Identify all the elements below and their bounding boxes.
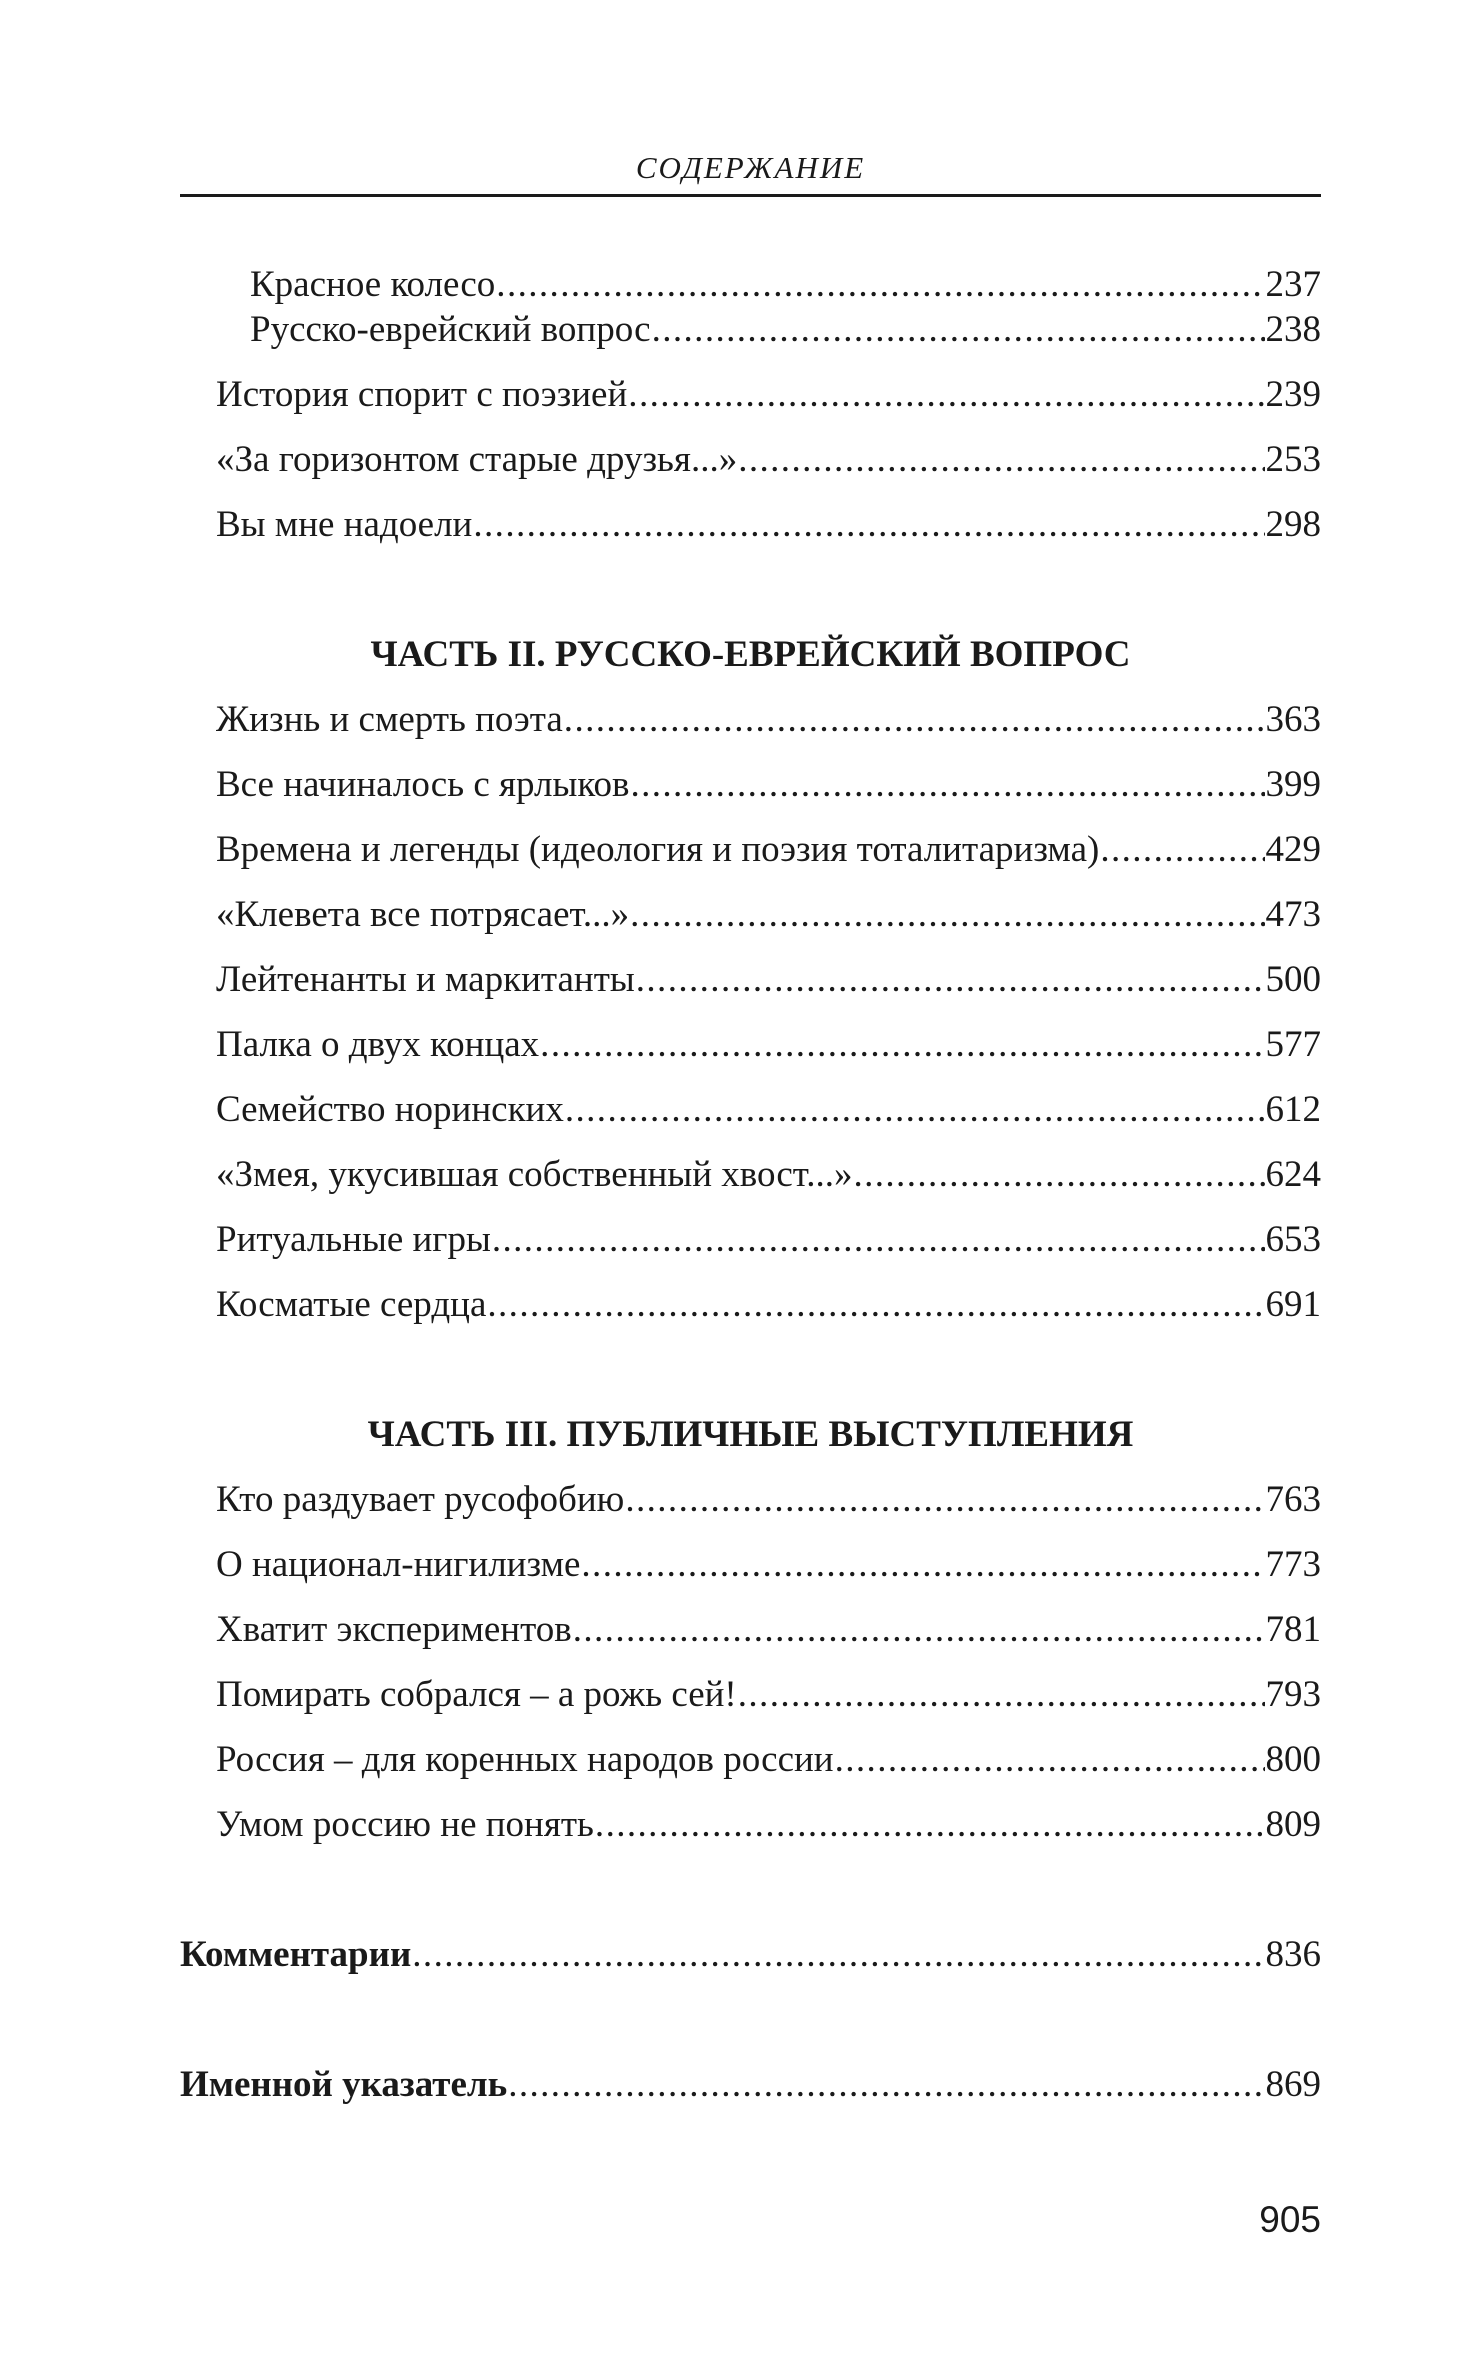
toc-entry-page: 869 xyxy=(1265,2064,1321,2105)
dot-leader xyxy=(835,1738,1265,1782)
dot-leader xyxy=(412,1933,1264,1977)
toc-entry-page: 691 xyxy=(1265,1284,1321,1325)
toc-entry-title: Ритуальные игры xyxy=(216,1219,491,1260)
toc-entry xyxy=(216,438,1321,482)
dot-leader xyxy=(492,1218,1265,1262)
dot-leader xyxy=(853,1153,1264,1197)
toc-entry xyxy=(216,1218,1321,1262)
toc-entry-page: 363 xyxy=(1265,699,1321,740)
toc-entry-title: Комментарии xyxy=(180,1934,412,1975)
toc-entry-page: 793 xyxy=(1265,1674,1321,1715)
part-3-heading: ЧАСТЬ III. ПУБЛИЧНЫЕ ВЫСТУПЛЕНИЯ xyxy=(367,1414,1134,1455)
toc-entry-title: Кто раздувает русофобию xyxy=(216,1479,625,1520)
toc-entry-title: Хватит экспериментов xyxy=(216,1609,572,1650)
toc-entry xyxy=(216,1283,1321,1327)
toc-entry-title: Палка о двух концах xyxy=(216,1024,540,1065)
toc-entry-page: 253 xyxy=(1265,439,1321,480)
toc-entry-title: История спорит с поэзией xyxy=(216,374,628,415)
toc-entry-title: «Змея, укусившая собственный хвост...» xyxy=(216,1154,853,1195)
toc-entry xyxy=(216,1608,1321,1652)
toc-entry xyxy=(216,763,1321,807)
toc-entry-comments xyxy=(180,1933,1321,1977)
toc-entry-title: Лейтенанты и маркитанты xyxy=(216,959,635,1000)
running-head: СОДЕРЖАНИЕ xyxy=(635,150,866,185)
toc-entry-title: «Клевета все потрясает...» xyxy=(216,894,630,935)
toc-entry-title: Россия – для коренных народов россии xyxy=(216,1739,834,1780)
toc-entry-title: Именной указатель xyxy=(180,2064,508,2105)
toc-entry xyxy=(216,373,1321,417)
toc-entry-page: 237 xyxy=(1265,264,1321,305)
toc-entry-page: 238 xyxy=(1265,309,1321,350)
dot-leader xyxy=(564,698,1265,742)
toc-entry xyxy=(216,1153,1321,1197)
toc-entry-page: 653 xyxy=(1265,1219,1321,1260)
toc-entry-page: 624 xyxy=(1265,1154,1321,1195)
toc-entry xyxy=(216,828,1321,872)
dot-leader xyxy=(628,373,1264,417)
dot-leader xyxy=(738,438,1264,482)
toc-entry-title: Семейство норинских xyxy=(216,1089,564,1130)
dot-leader xyxy=(581,1543,1264,1587)
toc-entry-title: Красное колесо xyxy=(250,264,496,305)
toc-entry xyxy=(216,1478,1321,1522)
toc-entry-title: «За горизонтом старые друзья...» xyxy=(216,439,738,480)
toc-entry-title: Вы мне надоели xyxy=(216,504,473,545)
toc-entry xyxy=(216,698,1321,742)
toc-entry xyxy=(216,958,1321,1002)
toc-entry xyxy=(216,1738,1321,1782)
toc-entry-title: Все начиналось с ярлыков xyxy=(216,764,630,805)
toc-entry-title: Косматые сердца xyxy=(216,1284,487,1325)
dot-leader xyxy=(540,1023,1264,1067)
toc-entry xyxy=(216,1673,1321,1717)
toc-entry-page: 577 xyxy=(1265,1024,1321,1065)
toc-entry-name-index xyxy=(180,2063,1321,2107)
toc-entry-page: 399 xyxy=(1265,764,1321,805)
toc-entry xyxy=(216,1803,1321,1847)
dot-leader xyxy=(738,1673,1265,1717)
toc-entry xyxy=(216,893,1321,937)
dot-leader xyxy=(565,1088,1265,1132)
toc-entry xyxy=(216,1023,1321,1067)
toc-entry-page: 800 xyxy=(1265,1739,1321,1780)
dot-leader xyxy=(625,1478,1264,1522)
dot-leader xyxy=(473,503,1264,547)
dot-leader xyxy=(630,763,1264,807)
toc-entry-page: 809 xyxy=(1265,1804,1321,1845)
dot-leader xyxy=(508,2063,1264,2107)
toc-entry xyxy=(250,308,1321,352)
dot-leader xyxy=(496,263,1264,307)
toc-entry-page: 473 xyxy=(1265,894,1321,935)
toc-entry-title: Времена и легенды (идеология и поэзия тоталитаризма) xyxy=(216,829,1100,870)
toc-entry-page: 781 xyxy=(1265,1609,1321,1650)
dot-leader xyxy=(595,1803,1265,1847)
dot-leader xyxy=(636,958,1265,1002)
toc-entry-page: 612 xyxy=(1265,1089,1321,1130)
toc-entry xyxy=(250,263,1321,307)
dot-leader xyxy=(630,893,1264,937)
toc-entry-title: Русско-еврейский вопрос xyxy=(250,309,651,350)
toc-entry xyxy=(216,503,1321,547)
toc-entry xyxy=(216,1543,1321,1587)
dot-leader xyxy=(573,1608,1265,1652)
toc-entry-page: 773 xyxy=(1265,1544,1321,1585)
running-head-rule xyxy=(180,194,1321,197)
toc-entry-page: 836 xyxy=(1265,1934,1321,1975)
toc-entry-page: 500 xyxy=(1265,959,1321,1000)
toc-entry-title: Жизнь и смерть поэта xyxy=(216,699,563,740)
toc-entry-title: Помирать собрался – а рожь сей! xyxy=(216,1674,737,1715)
toc-entry-page: 429 xyxy=(1265,829,1321,870)
page-number: 905 xyxy=(1259,2199,1321,2240)
dot-leader xyxy=(1100,828,1264,872)
toc-entry-title: Умом россию не понять xyxy=(216,1804,594,1845)
toc-entry-page: 239 xyxy=(1265,374,1321,415)
dot-leader xyxy=(652,308,1265,352)
dot-leader xyxy=(487,1283,1264,1327)
toc-entry-page: 298 xyxy=(1265,504,1321,545)
toc-entry-page: 763 xyxy=(1265,1479,1321,1520)
part-2-heading: ЧАСТЬ II. РУССКО-ЕВРЕЙСКИЙ ВОПРОС xyxy=(370,634,1131,675)
toc-entry xyxy=(216,1088,1321,1132)
toc-entry-title: О национал-нигилизме xyxy=(216,1544,581,1585)
